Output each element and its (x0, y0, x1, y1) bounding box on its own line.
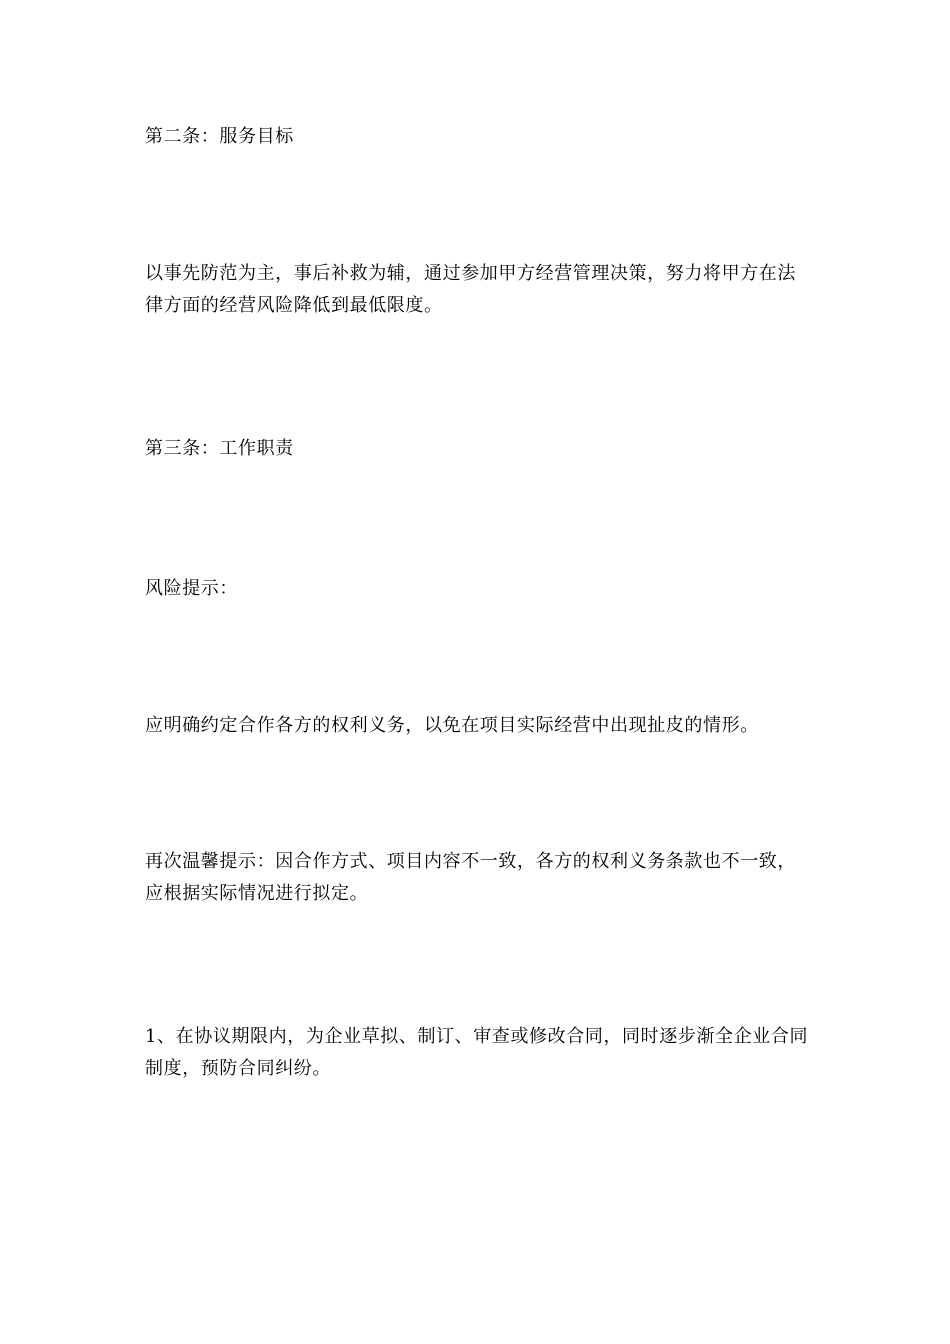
section-heading-article-3: 第三条：工作职责 (145, 438, 294, 459)
section-heading-article-2: 第二条：服务目标 (145, 126, 294, 147)
paragraph-service-goal: 以事先防范为主，事后补救为辅，通过参加甲方经营管理决策，努力将甲方在法律方面的经营风险降低到最低限度。 (145, 263, 796, 316)
risk-notice-label: 风险提示： (145, 578, 238, 599)
paragraph-rights-obligations: 应明确约定合作各方的权利义务，以免在项目实际经营中出现扯皮的情形。 (145, 715, 759, 736)
paragraph-duty-1: 1、在协议期限内，为企业草拟、制订、审查或修改合同，同时逐步渐全企业合同制度，预防合同纠纷。 (145, 1026, 809, 1079)
paragraph-reminder: 再次温馨提示：因合作方式、项目内容不一致，各方的权利义务条款也不一致，应根据实际情况进行拟定。 (145, 851, 796, 904)
